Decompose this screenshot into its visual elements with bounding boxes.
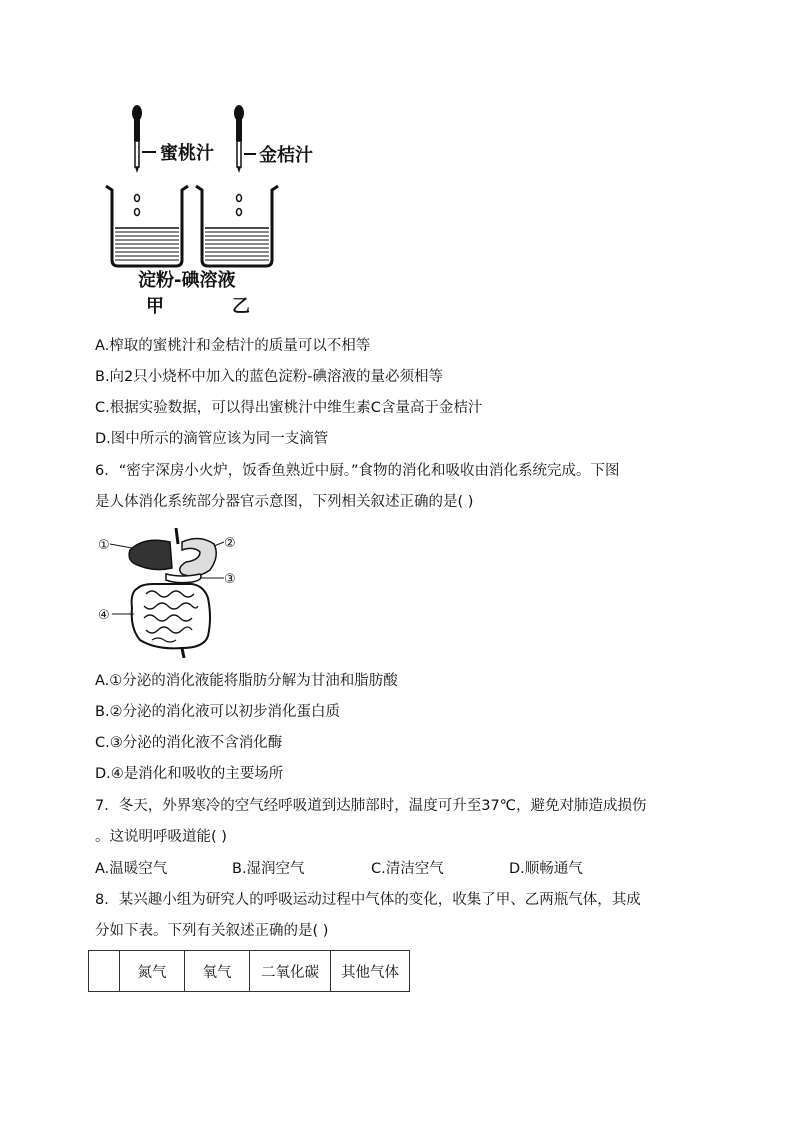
q6-stem-line1: 6．“密宇深房小火炉，饭香鱼熟近中厨。”食物的消化和吸收由消化系统完成。下图 (95, 463, 620, 479)
table-header-row (89, 951, 410, 992)
table-header-cell: 氮气 (120, 951, 185, 992)
table-header-cell (89, 951, 120, 992)
gas-composition-table (88, 950, 410, 992)
q7-stem-line2: 。这说明呼吸道能( ) (95, 829, 227, 845)
q8-stem-line1: 8．某兴趣小组为研究人的呼吸运动过程中气体的变化，收集了甲、乙两瓶气体，其成 (95, 892, 641, 908)
figure-label-3: ③ (224, 572, 236, 587)
q7-stem-line1: 7．冬天，外界寒冷的空气经呼吸道到达肺部时，温度可升至37℃，避免对肺造成损伤 (95, 798, 647, 814)
q6-option-a: A.①分泌的消化液能将脂肪分解为甘油和脂肪酸 (95, 673, 398, 689)
q7-option-d: D.顺畅通气 (509, 861, 583, 877)
table-header-cell: 氧气 (185, 951, 250, 992)
dropper-right-icon (234, 105, 244, 173)
beaker-right-label: 乙 (232, 296, 250, 317)
figure-label-4: ④ (98, 608, 110, 623)
figure-label-2: ② (224, 536, 236, 551)
figure-label-1: ① (98, 538, 110, 553)
q7-options (95, 859, 705, 879)
stomach-icon (180, 538, 217, 576)
beaker-left-label: 甲 (146, 296, 164, 317)
q6-option-d: D.④是消化和吸收的主要场所 (95, 766, 284, 782)
q7-option-a: A.温暖空气 (95, 861, 168, 877)
q5-option-a: A.榨取的蜜桃汁和金桔汁的质量可以不相等 (95, 338, 371, 354)
q7-option-b: B.湿润空气 (232, 861, 305, 877)
dropper-right-label: 金桔汁 (259, 145, 313, 166)
solution-label: 淀粉-碘溶液 (138, 270, 236, 291)
q5-option-b: B.向2只小烧杯中加入的蓝色淀粉-碘溶液的量必须相等 (95, 369, 444, 385)
beaker-experiment-figure (100, 100, 330, 320)
beaker-left-icon (106, 186, 188, 266)
dropper-left-icon (132, 105, 142, 173)
digestive-system-figure (96, 528, 246, 658)
q7-option-c: C.清洁空气 (371, 861, 444, 877)
q5-option-c: C.根据实验数据，可以得出蜜桃汁中维生素C含量高于金桔汁 (95, 400, 483, 416)
dropper-left-label: 蜜桃汁 (160, 143, 214, 164)
beaker-right-icon (196, 186, 278, 266)
pancreas-icon (166, 574, 201, 583)
liver-icon (129, 540, 172, 569)
q6-option-c: C.③分泌的消化液不含消化酶 (95, 735, 283, 751)
table-header-cell: 二氧化碳 (250, 951, 331, 992)
table-header-cell: 其他气体 (331, 951, 410, 992)
q8-stem-line2: 分如下表。下列有关叙述正确的是( ) (95, 923, 329, 939)
q6-option-b: B.②分泌的消化液可以初步消化蛋白质 (95, 704, 341, 720)
q6-stem-line2: 是人体消化系统部分器官示意图，下列相关叙述正确的是( ) (95, 494, 474, 510)
q5-option-d: D.图中所示的滴管应该为同一支滴管 (95, 431, 329, 447)
